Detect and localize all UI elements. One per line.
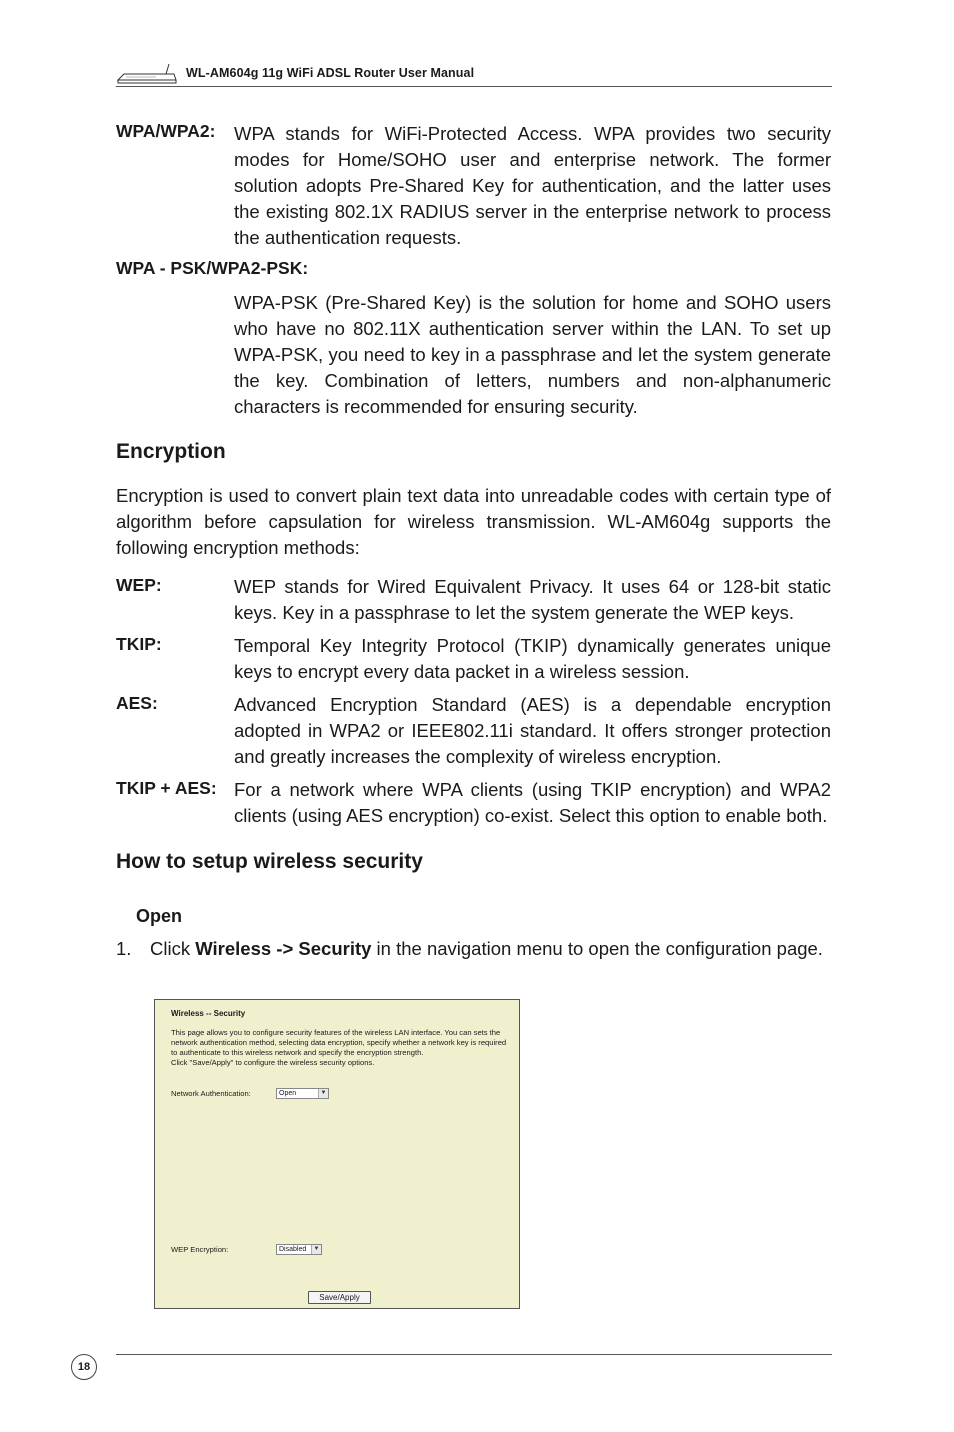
save-apply-button[interactable]: Save/Apply bbox=[308, 1291, 371, 1304]
step-post: in the navigation menu to open the configuration page. bbox=[371, 938, 823, 959]
setup-heading: How to setup wireless security bbox=[116, 850, 423, 873]
footer-divider bbox=[116, 1354, 832, 1355]
step-pre: Click bbox=[150, 938, 196, 959]
wep-encryption-select[interactable] bbox=[276, 1244, 322, 1255]
panel-description-text: This page allows you to configure security features of the wireless LAN interface. You can sets the network authentication method, selecting data encryption, specify whether a network key is required to authenticate to this wireless network and specify the encryption strength. bbox=[171, 1028, 507, 1057]
network-authentication-select[interactable] bbox=[276, 1088, 329, 1099]
wep-definition: WEP stands for Wired Equivalent Privacy. It uses 64 or 128-bit static keys. Key in a passphrase to let the system generate the WEP keys. bbox=[234, 576, 831, 623]
header-divider bbox=[116, 86, 832, 87]
manual-title: WL-AM604g 11g WiFi ADSL Router User Manual bbox=[186, 66, 475, 80]
tkip-aes-definition: For a network where WPA clients (using TKIP encryption) and WPA2 clients (using AES encryption) co-exist. Select this option to enable both. bbox=[234, 779, 831, 826]
panel-description bbox=[171, 1028, 513, 1068]
security-config-screenshot bbox=[154, 999, 520, 1309]
aes-definition: Advanced Encryption Standard (AES) is a dependable encryption adopted in WPA2 or IEEE802.11i standard. It offers stronger protection and greatly increases the complexity of wireless encryption. bbox=[234, 694, 831, 767]
panel-instruction: Click "Save/Apply" to configure the wireless security options. bbox=[171, 1058, 375, 1067]
wep-encryption-label: WEP Encryption: bbox=[171, 1245, 229, 1254]
step-menu-path: Wireless -> Security bbox=[195, 938, 372, 959]
step-number: 1. bbox=[116, 938, 132, 959]
wpa-definition: WPA stands for WiFi-Protected Access. WPA provides two security modes for Home/SOHO user and enterprise network. The former solution adopts Pre-Shared Key for authentication, and the latter uses the existing 802.1X RADIUS server in the enterprise network to process the authentication requests. bbox=[234, 123, 831, 248]
wpa-term: WPA/WPA2: bbox=[116, 121, 216, 141]
aes-term: AES: bbox=[116, 693, 158, 713]
panel-title: Wireless -- Security bbox=[171, 1009, 246, 1018]
tkip-definition: Temporal Key Integrity Protocol (TKIP) dynamically generates unique keys to encrypt every data packet in a wireless session. bbox=[234, 635, 831, 682]
router-icon bbox=[116, 62, 178, 86]
wep-term: WEP: bbox=[116, 575, 162, 595]
tkip-aes-term: TKIP + AES: bbox=[116, 778, 217, 798]
wpa-psk-term: WPA - PSK/WPA2-PSK: bbox=[116, 258, 309, 278]
encryption-heading: Encryption bbox=[116, 440, 226, 463]
page-number: 18 bbox=[71, 1354, 97, 1380]
wep-encryption-value: Disabled bbox=[279, 1246, 307, 1253]
network-authentication-value: Open bbox=[279, 1090, 297, 1097]
chevron-down-icon: ▼ bbox=[311, 1245, 321, 1254]
chevron-down-icon: ▼ bbox=[318, 1089, 328, 1098]
open-subheading: Open bbox=[136, 906, 183, 926]
wpa-psk-definition: WPA-PSK (Pre-Shared Key) is the solution for home and SOHO users who have no 802.11X authentication server within the LAN. To set up WPA-PSK, you need to key in a passphrase and let the system generate the key. Combination of letters, numbers and non-alphanumeric characters is recommended for ensuring security. bbox=[234, 292, 831, 417]
step-text bbox=[150, 938, 823, 960]
encryption-intro: Encryption is used to convert plain text data into unreadable codes with certain type of algorithm before capsulation for wireless transmission. WL-AM604g supports the following encryption methods: bbox=[116, 485, 831, 558]
network-authentication-label: Network Authentication: bbox=[171, 1089, 251, 1098]
tkip-term: TKIP: bbox=[116, 634, 162, 654]
